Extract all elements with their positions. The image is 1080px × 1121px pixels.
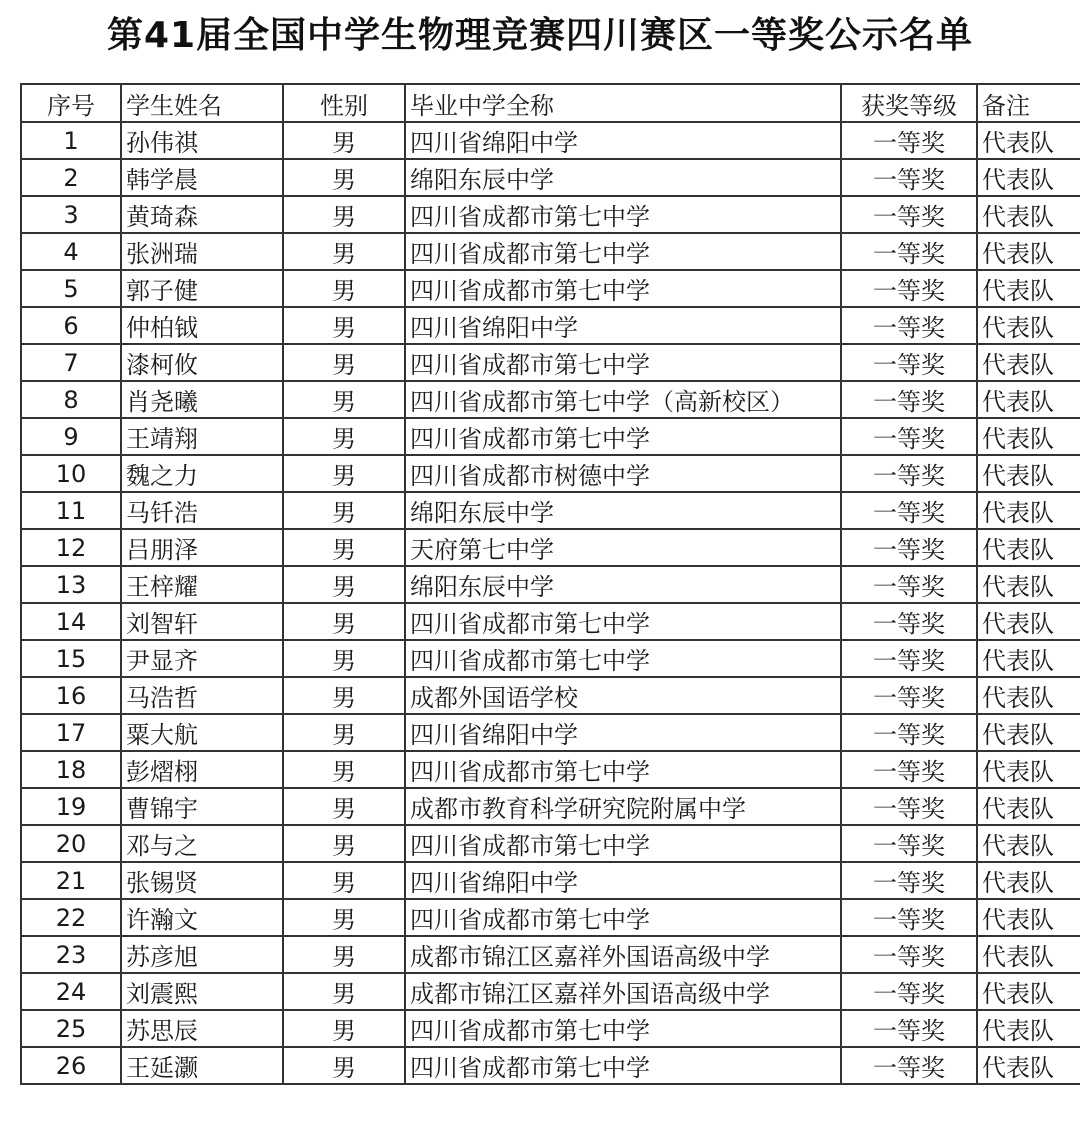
cell-note: 代表队 <box>977 196 1080 233</box>
cell-school: 天府第七中学 <box>405 529 841 566</box>
cell-seq: 24 <box>21 973 121 1010</box>
header-row <box>21 84 1080 122</box>
table-row <box>21 825 1080 862</box>
cell-gender: 男 <box>283 1047 405 1084</box>
cell-award-level: 一等奖 <box>841 788 977 825</box>
cell-seq: 14 <box>21 603 121 640</box>
cell-gender: 男 <box>283 899 405 936</box>
cell-school: 绵阳东辰中学 <box>405 492 841 529</box>
table-row <box>21 1010 1080 1047</box>
table-row <box>21 381 1080 418</box>
cell-gender: 男 <box>283 196 405 233</box>
cell-student-name: 刘智轩 <box>121 603 283 640</box>
cell-note: 代表队 <box>977 788 1080 825</box>
table-row <box>21 973 1080 1010</box>
cell-award-level: 一等奖 <box>841 677 977 714</box>
table-row <box>21 122 1080 159</box>
table-header <box>21 84 1080 122</box>
table-row <box>21 788 1080 825</box>
cell-student-name: 孙伟祺 <box>121 122 283 159</box>
cell-student-name: 马浩哲 <box>121 677 283 714</box>
cell-school: 绵阳东辰中学 <box>405 159 841 196</box>
cell-award-level: 一等奖 <box>841 381 977 418</box>
cell-student-name: 粟大航 <box>121 714 283 751</box>
cell-student-name: 漆柯攸 <box>121 344 283 381</box>
cell-note: 代表队 <box>977 973 1080 1010</box>
cell-note: 代表队 <box>977 566 1080 603</box>
cell-gender: 男 <box>283 418 405 455</box>
cell-gender: 男 <box>283 825 405 862</box>
cell-award-level: 一等奖 <box>841 159 977 196</box>
cell-student-name: 魏之力 <box>121 455 283 492</box>
cell-seq: 18 <box>21 751 121 788</box>
cell-student-name: 马钎浩 <box>121 492 283 529</box>
cell-award-level: 一等奖 <box>841 492 977 529</box>
cell-note: 代表队 <box>977 122 1080 159</box>
cell-note: 代表队 <box>977 751 1080 788</box>
cell-gender: 男 <box>283 640 405 677</box>
cell-award-level: 一等奖 <box>841 603 977 640</box>
cell-gender: 男 <box>283 714 405 751</box>
cell-seq: 19 <box>21 788 121 825</box>
cell-gender: 男 <box>283 529 405 566</box>
cell-school: 四川省成都市第七中学 <box>405 603 841 640</box>
cell-student-name: 张锡贤 <box>121 862 283 899</box>
cell-seq: 21 <box>21 862 121 899</box>
cell-gender: 男 <box>283 788 405 825</box>
cell-seq: 13 <box>21 566 121 603</box>
cell-school: 成都市锦江区嘉祥外国语高级中学 <box>405 973 841 1010</box>
cell-student-name: 彭熠栩 <box>121 751 283 788</box>
cell-award-level: 一等奖 <box>841 566 977 603</box>
table-row <box>21 899 1080 936</box>
cell-seq: 9 <box>21 418 121 455</box>
page-title: 第41届全国中学生物理竞赛四川赛区一等奖公示名单 <box>106 15 974 56</box>
cell-seq: 17 <box>21 714 121 751</box>
cell-seq: 25 <box>21 1010 121 1047</box>
cell-student-name: 仲柏钺 <box>121 307 283 344</box>
cell-note: 代表队 <box>977 307 1080 344</box>
cell-seq: 3 <box>21 196 121 233</box>
cell-note: 代表队 <box>977 1010 1080 1047</box>
cell-gender: 男 <box>283 344 405 381</box>
cell-student-name: 韩学晨 <box>121 159 283 196</box>
cell-student-name: 王延灏 <box>121 1047 283 1084</box>
table-row <box>21 492 1080 529</box>
cell-school: 成都市锦江区嘉祥外国语高级中学 <box>405 936 841 973</box>
cell-note: 代表队 <box>977 529 1080 566</box>
table-row <box>21 677 1080 714</box>
cell-award-level: 一等奖 <box>841 751 977 788</box>
cell-seq: 6 <box>21 307 121 344</box>
cell-student-name: 黄琦森 <box>121 196 283 233</box>
table-row <box>21 529 1080 566</box>
cell-note: 代表队 <box>977 714 1080 751</box>
cell-gender: 男 <box>283 492 405 529</box>
cell-school: 四川省成都市第七中学 <box>405 270 841 307</box>
cell-award-level: 一等奖 <box>841 529 977 566</box>
cell-gender: 男 <box>283 677 405 714</box>
cell-note: 代表队 <box>977 418 1080 455</box>
cell-note: 代表队 <box>977 344 1080 381</box>
cell-school: 四川省成都市第七中学 <box>405 196 841 233</box>
cell-school: 四川省成都市第七中学 <box>405 233 841 270</box>
cell-school: 四川省成都市第七中学 <box>405 418 841 455</box>
table-row <box>21 233 1080 270</box>
cell-student-name: 张洲瑞 <box>121 233 283 270</box>
cell-award-level: 一等奖 <box>841 344 977 381</box>
cell-student-name: 吕朋泽 <box>121 529 283 566</box>
cell-note: 代表队 <box>977 862 1080 899</box>
cell-seq: 22 <box>21 899 121 936</box>
cell-student-name: 尹显齐 <box>121 640 283 677</box>
cell-seq: 11 <box>21 492 121 529</box>
cell-gender: 男 <box>283 1010 405 1047</box>
cell-note: 代表队 <box>977 233 1080 270</box>
cell-award-level: 一等奖 <box>841 973 977 1010</box>
cell-note: 代表队 <box>977 640 1080 677</box>
cell-award-level: 一等奖 <box>841 640 977 677</box>
cell-gender: 男 <box>283 936 405 973</box>
table-row <box>21 418 1080 455</box>
cell-award-level: 一等奖 <box>841 936 977 973</box>
cell-school: 四川省成都市第七中学 <box>405 1010 841 1047</box>
cell-note: 代表队 <box>977 936 1080 973</box>
cell-gender: 男 <box>283 862 405 899</box>
table-row <box>21 862 1080 899</box>
cell-award-level: 一等奖 <box>841 233 977 270</box>
cell-gender: 男 <box>283 566 405 603</box>
table-row <box>21 344 1080 381</box>
cell-award-level: 一等奖 <box>841 825 977 862</box>
cell-note: 代表队 <box>977 455 1080 492</box>
cell-student-name: 许瀚文 <box>121 899 283 936</box>
cell-gender: 男 <box>283 603 405 640</box>
cell-student-name: 苏彦旭 <box>121 936 283 973</box>
table-row <box>21 603 1080 640</box>
cell-seq: 23 <box>21 936 121 973</box>
cell-student-name: 曹锦宇 <box>121 788 283 825</box>
cell-gender: 男 <box>283 307 405 344</box>
cell-award-level: 一等奖 <box>841 1010 977 1047</box>
cell-note: 代表队 <box>977 603 1080 640</box>
cell-note: 代表队 <box>977 381 1080 418</box>
cell-school: 四川省绵阳中学 <box>405 714 841 751</box>
cell-award-level: 一等奖 <box>841 714 977 751</box>
header-gender: 性别 <box>283 84 405 122</box>
cell-note: 代表队 <box>977 492 1080 529</box>
cell-gender: 男 <box>283 270 405 307</box>
cell-seq: 8 <box>21 381 121 418</box>
table-row <box>21 936 1080 973</box>
cell-student-name: 肖尧曦 <box>121 381 283 418</box>
table-row <box>21 196 1080 233</box>
cell-school: 四川省成都市树德中学 <box>405 455 841 492</box>
table-row <box>21 751 1080 788</box>
cell-school: 四川省成都市第七中学 <box>405 751 841 788</box>
cell-seq: 2 <box>21 159 121 196</box>
table-row <box>21 270 1080 307</box>
cell-seq: 1 <box>21 122 121 159</box>
cell-gender: 男 <box>283 159 405 196</box>
cell-student-name: 王靖翔 <box>121 418 283 455</box>
table-row <box>21 159 1080 196</box>
cell-student-name: 郭子健 <box>121 270 283 307</box>
header-note: 备注 <box>977 84 1080 122</box>
cell-school: 四川省成都市第七中学 <box>405 640 841 677</box>
cell-school: 四川省绵阳中学 <box>405 122 841 159</box>
cell-seq: 16 <box>21 677 121 714</box>
cell-note: 代表队 <box>977 159 1080 196</box>
cell-school: 成都市教育科学研究院附属中学 <box>405 788 841 825</box>
cell-award-level: 一等奖 <box>841 899 977 936</box>
cell-note: 代表队 <box>977 270 1080 307</box>
cell-award-level: 一等奖 <box>841 196 977 233</box>
cell-note: 代表队 <box>977 1047 1080 1084</box>
cell-gender: 男 <box>283 233 405 270</box>
cell-award-level: 一等奖 <box>841 418 977 455</box>
cell-school: 四川省绵阳中学 <box>405 862 841 899</box>
table-row <box>21 455 1080 492</box>
cell-seq: 7 <box>21 344 121 381</box>
cell-student-name: 邓与之 <box>121 825 283 862</box>
cell-award-level: 一等奖 <box>841 270 977 307</box>
header-name: 学生姓名 <box>121 84 283 122</box>
cell-note: 代表队 <box>977 677 1080 714</box>
cell-gender: 男 <box>283 381 405 418</box>
cell-seq: 5 <box>21 270 121 307</box>
cell-seq: 12 <box>21 529 121 566</box>
cell-gender: 男 <box>283 751 405 788</box>
cell-gender: 男 <box>283 973 405 1010</box>
cell-award-level: 一等奖 <box>841 307 977 344</box>
cell-school: 绵阳东辰中学 <box>405 566 841 603</box>
cell-seq: 26 <box>21 1047 121 1084</box>
header-seq: 序号 <box>21 84 121 122</box>
cell-award-level: 一等奖 <box>841 122 977 159</box>
table-row <box>21 714 1080 751</box>
cell-seq: 15 <box>21 640 121 677</box>
cell-gender: 男 <box>283 122 405 159</box>
header-level: 获奖等级 <box>841 84 977 122</box>
cell-school: 四川省成都市第七中学 <box>405 1047 841 1084</box>
cell-school: 四川省成都市第七中学 <box>405 899 841 936</box>
header-school: 毕业中学全称 <box>405 84 841 122</box>
table-row <box>21 640 1080 677</box>
cell-gender: 男 <box>283 455 405 492</box>
cell-seq: 4 <box>21 233 121 270</box>
cell-award-level: 一等奖 <box>841 1047 977 1084</box>
cell-seq: 20 <box>21 825 121 862</box>
cell-school: 四川省成都市第七中学 <box>405 825 841 862</box>
cell-award-level: 一等奖 <box>841 455 977 492</box>
cell-seq: 10 <box>21 455 121 492</box>
cell-school: 四川省成都市第七中学（高新校区） <box>405 381 841 418</box>
cell-note: 代表队 <box>977 825 1080 862</box>
table-body <box>21 122 1080 1084</box>
cell-school: 成都外国语学校 <box>405 677 841 714</box>
table-row <box>21 1047 1080 1084</box>
table-row <box>21 566 1080 603</box>
cell-note: 代表队 <box>977 899 1080 936</box>
cell-award-level: 一等奖 <box>841 862 977 899</box>
table-row <box>21 307 1080 344</box>
award-table <box>20 83 1080 1085</box>
cell-school: 四川省成都市第七中学 <box>405 344 841 381</box>
cell-student-name: 刘震熙 <box>121 973 283 1010</box>
cell-student-name: 王梓耀 <box>121 566 283 603</box>
cell-school: 四川省绵阳中学 <box>405 307 841 344</box>
cell-student-name: 苏思辰 <box>121 1010 283 1047</box>
